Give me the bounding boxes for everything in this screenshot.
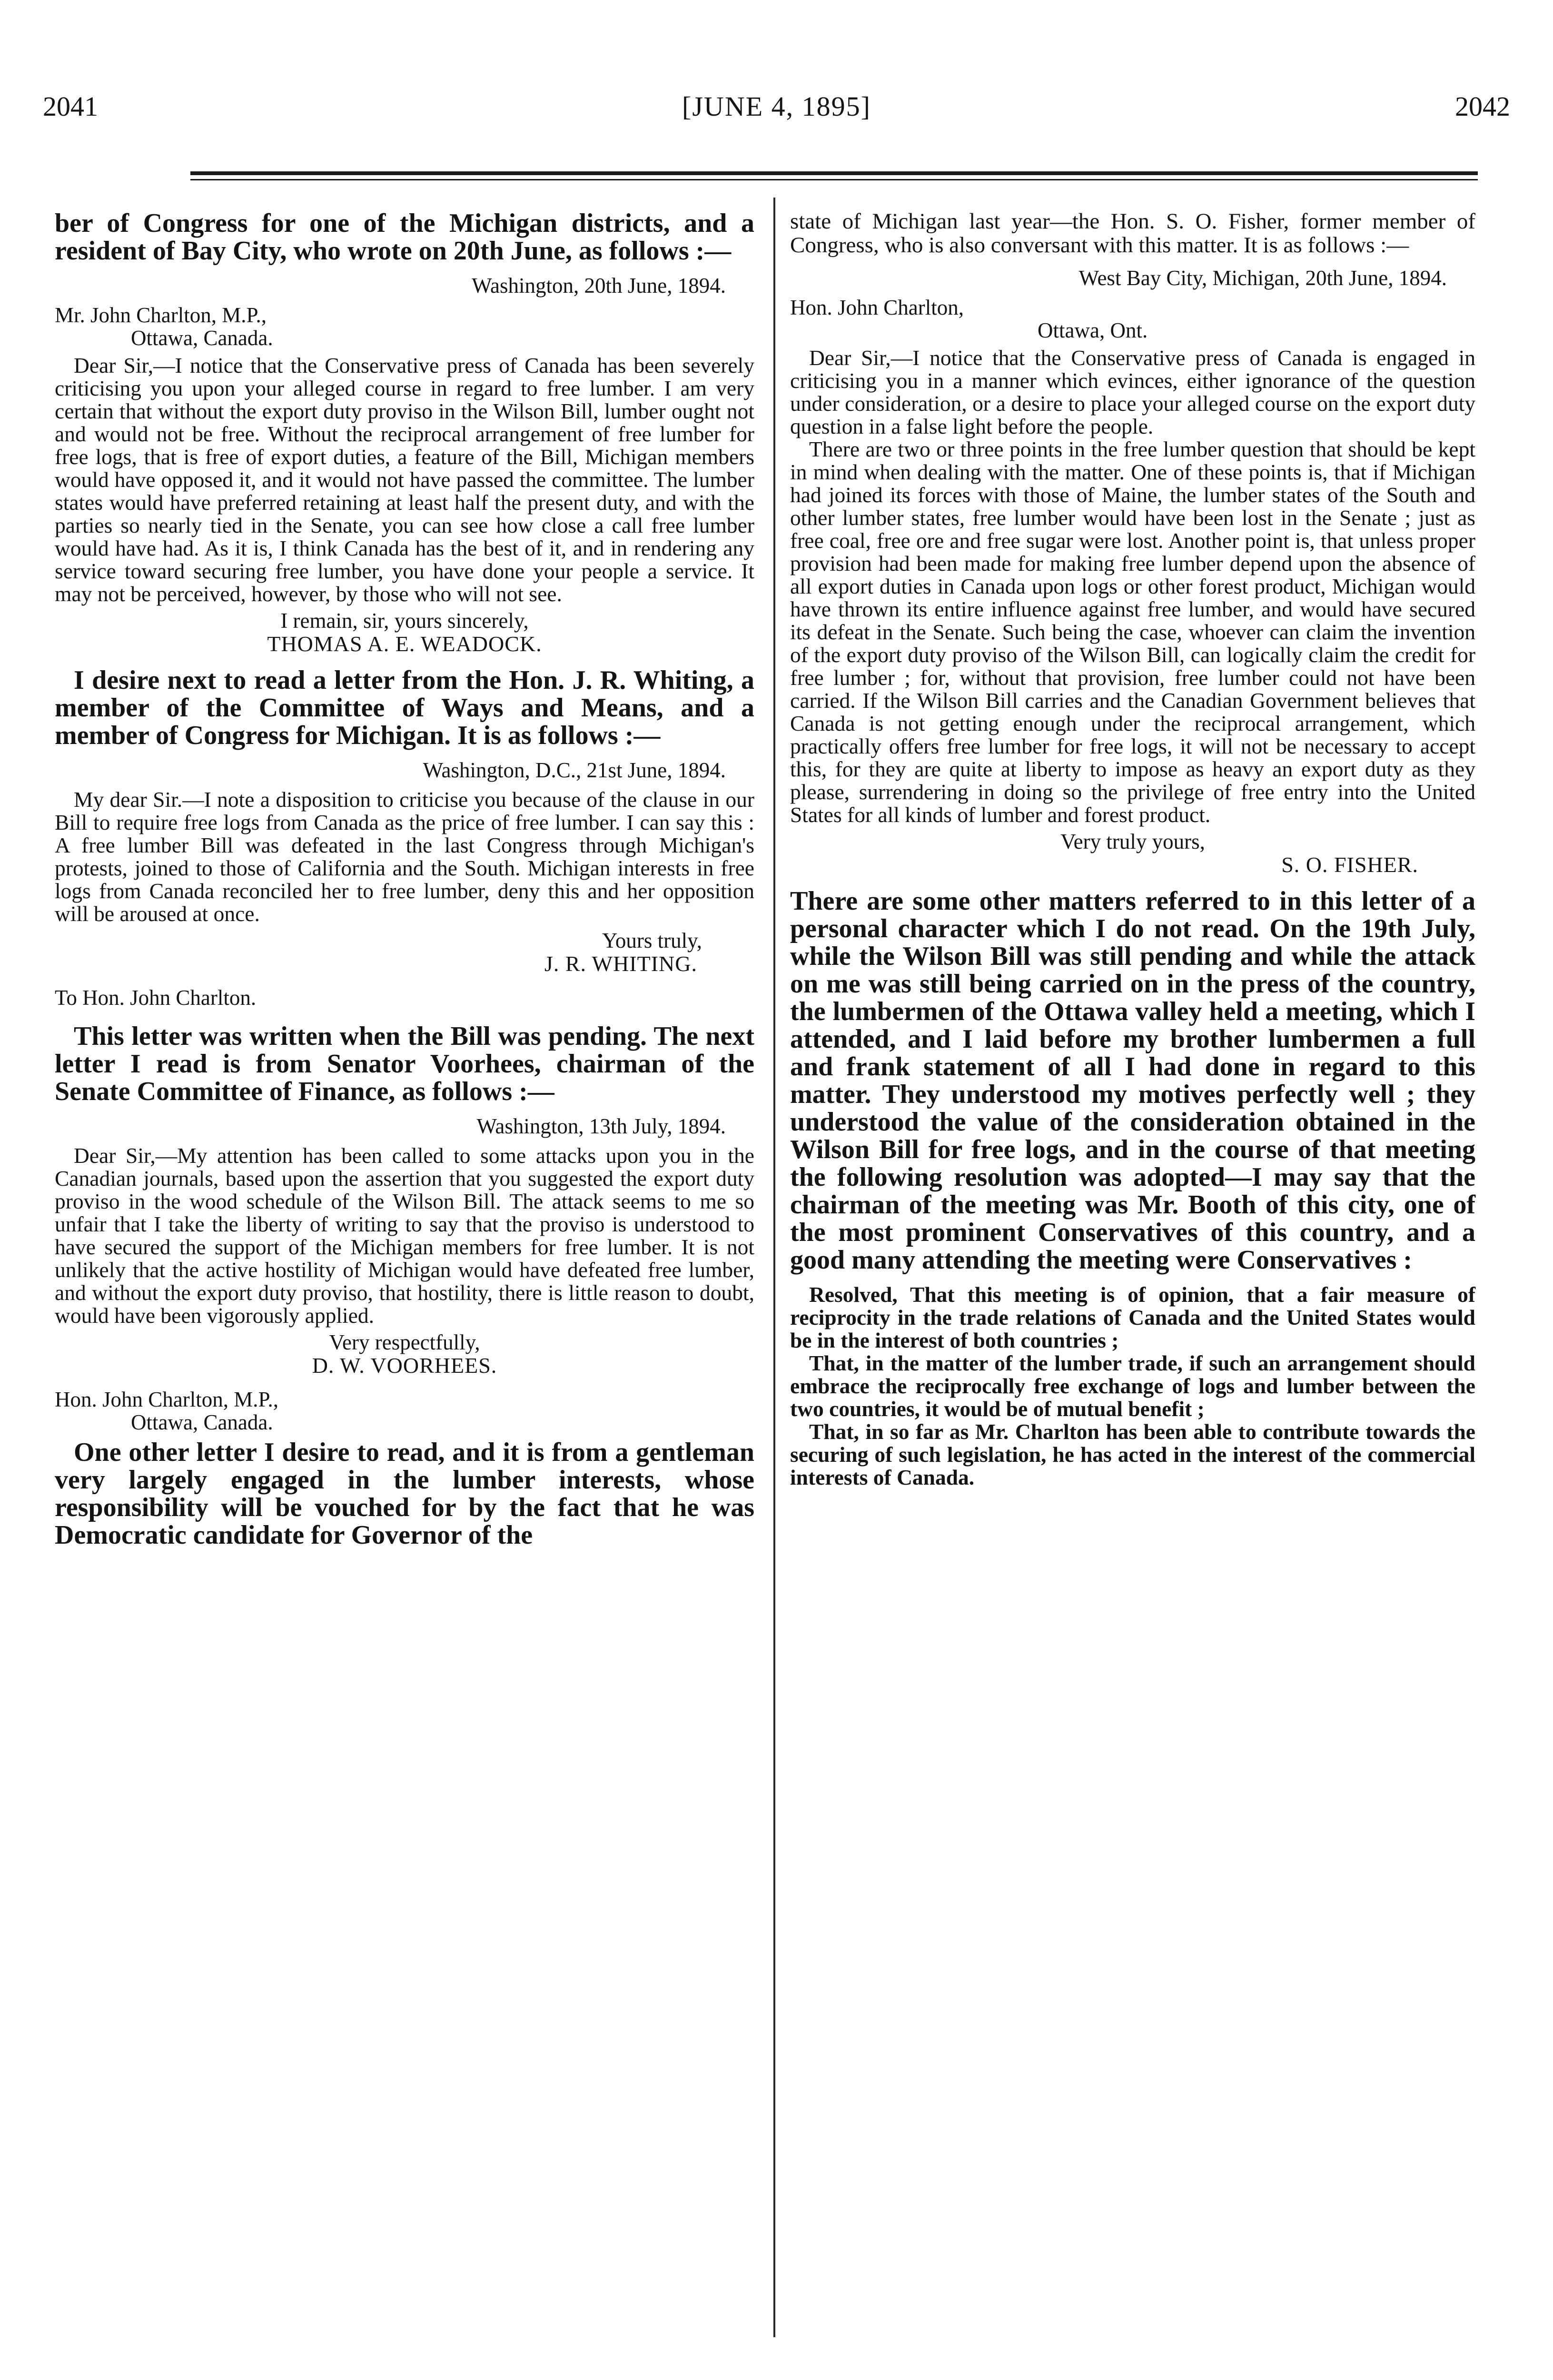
letter-signature: THOMAS A. E. WEADOCK. <box>267 632 542 656</box>
page-number-right: 2042 <box>1455 91 1510 122</box>
letter-body: Dear Sir,—I notice that the Conservative press of Canada is engaged in criticising you in a manner which evinces, either ignorance of the question under consideration, or a desire to place your alleged course on the export duty question in a false light before the people. <box>790 346 1475 438</box>
letter-signature: S. O. FISHER. <box>1281 853 1418 877</box>
letter-closing: Very respectfully, <box>329 1330 480 1354</box>
left-column <box>55 209 754 1558</box>
header-rule-thick <box>190 171 1478 175</box>
letter-addressee: Hon. John Charlton, <box>790 296 964 319</box>
resolution-paragraph: That, in so far as Mr. Charlton has been able to contribute towards the securing of such legislation, he has acted in the interest of the commercial interests of Canada. <box>790 1419 1475 1489</box>
letter-body: My dear Sir.—I note a disposition to criticise you because of the clause in our Bill to require free logs from Canada as the price of free lumber. I can say this : A free lumber Bill was defeated in the last Congress through Michigan's protests, joined to those of California and the South. Michigan interests in free logs from Canada reconciled her to free lumber, deny this and her opposition will be aroused at once. <box>55 787 754 926</box>
speech-paragraph: state of Michigan last year—the Hon. S. O. Fisher, former member of Congress, who is also conversant with this matter. It is as follows :— <box>790 209 1475 258</box>
letter-closing: Very truly yours, <box>1060 830 1205 853</box>
letter-closing: Yours truly, <box>602 929 702 952</box>
letter-body: There are two or three points in the free lumber question that should be kept in mind when dealing with the matter. One of these points is, that if Michigan had joined its forces with those of Maine, the lumber states of the South and other lumber states, free lumber would have been lost in the Senate ; just as free coal, free ore and free sugar were lost. Another point is, that unless proper provision had been made for making free lumber depend upon the absence of all export duties in Canada upon logs or other forest product, Michigan would have thrown its entire influence against free lumber, and would have secured its defeat in the Senate. Such being the case, whoever can claim the invention of the export duty proviso of the Wilson Bill, can logically claim the credit for free lumber ; for, without that provision, free lumber could not have been carried. If the Wilson Bill carries and the Canadian Government believes that Canada is not getting enough under the reciprocal arrangement, which practically offers free lumber for free logs, it will not be necessary to accept this, for they are quite at liberty to impose as heavy an export duty as they please, surrendering in doing so the privilege of free entry into the United States for all kinds of lumber and forest product. <box>790 437 1475 827</box>
letter-body: Dear Sir,—I notice that the Conservative press of Canada has been severely criticising you upon your alleged course in regard to free lumber. I am very certain that without the export duty proviso in the Wilson Bill, lumber ought not and would not be free. Without the reciprocal arrangement of free lumber for free logs, that is free of export duties, a feature of the Bill, Michigan members would have opposed it, and it would not have passed the committee. The lumber states would have preferred retaining at least half the present duty, and with the parties so nearly tied in the Senate, you can see how close a call free lumber would have had. As it is, I think Canada has the best of it, and in rendering any service toward securing free lumber, you have done your people a service. It may not be perceived, however, by those who will not see. <box>55 353 754 606</box>
letter-addressee: Hon. John Charlton, M.P., <box>55 1388 279 1411</box>
column-divider <box>773 198 775 2337</box>
letter-addressee: Mr. John Charlton, M.P., <box>55 303 267 327</box>
speech-paragraph: One other letter I desire to read, and it is from a gentleman very largely engaged in the lumber interests, whose responsibility will be vouched for by the fact that he was Democratic candidate for Governor of the <box>55 1438 754 1550</box>
resolution-paragraph: That, in the matter of the lumber trade, if such an arrangement should embrace the reciprocally free exchange of logs and lumber between the two countries, it would be of mutual benefit ; <box>790 1351 1475 1421</box>
right-column <box>790 209 1475 1489</box>
speech-paragraph: There are some other matters referred to in this letter of a personal character which I do not read. On the 19th July, while the Wilson Bill was still pending and while the attack on me was still being carried on in the press of the country, the lumbermen of the Ottawa valley held a meeting, which I attended, and I laid before my brother lumbermen a full and frank statement of all I had done in regard to this matter. They understood my motives perfectly well ; they understood the value of the consideration obtained in the Wilson Bill for free logs, and in the course of that meeting the following resolution was adopted—I may say that the chairman of the meeting was Mr. Booth of this city, one of the most prominent Conservatives of this country, and a good many attending the meeting were Conservatives : <box>790 886 1475 1275</box>
letter-dateline: Washington, 20th June, 1894. <box>472 274 726 298</box>
letter-body: Dear Sir,—My attention has been called to some attacks upon you in the Canadian journals, based upon the assertion that you suggested the export duty proviso in the wood schedule of the Wilson Bill. The attack seems to me so unfair that I take the liberty of writing to say that the proviso is understood to have secured the support of the Michigan members for free lumber. It is not unlikely that the active hostility of Michigan would have defeated free lumber, and without the export duty proviso, that hostility, there is little reason to doubt, would have been vigorously applied. <box>55 1143 754 1328</box>
page-date: [JUNE 4, 1895] <box>682 91 871 122</box>
letter-recipient: To Hon. John Charlton. <box>55 986 257 1010</box>
letter-signature: J. R. WHITING. <box>544 952 697 976</box>
header-rule-thin <box>190 179 1478 180</box>
resolution-paragraph: Resolved, That this meeting is of opinion, that a fair measure of reciprocity in the trade relations of Canada and the United States would be in the interest of both countries ; <box>790 1282 1475 1352</box>
speech-paragraph: I desire next to read a letter from the Hon. J. R. Whiting, a member of the Committee of Ways and Means, and a member of Congress for Michigan. It is as follows :— <box>55 665 754 750</box>
letter-closing: I remain, sir, yours sincerely, <box>280 609 529 633</box>
letter-dateline: West Bay City, Michigan, 20th June, 1894. <box>1078 266 1447 290</box>
letter-addressee-location: Ottawa, Ont. <box>1038 318 1148 342</box>
page-number-left: 2041 <box>43 91 98 122</box>
page-header <box>43 90 1510 133</box>
speech-paragraph: This letter was written when the Bill was pending. The next letter I read is from Senator Voorhees, chairman of the Senate Committee of Finance, as follows :— <box>55 1021 754 1106</box>
letter-signature: D. W. VOORHEES. <box>312 1353 497 1378</box>
letter-dateline: Washington, 13th July, 1894. <box>476 1114 726 1138</box>
letter-dateline: Washington, D.C., 21st June, 1894. <box>423 758 726 782</box>
letter-addressee-location: Ottawa, Canada. <box>131 1410 273 1434</box>
speech-paragraph: ber of Congress for one of the Michigan districts, and a resident of Bay City, who wrote on 20th June, as follows :— <box>55 208 754 266</box>
letter-addressee-location: Ottawa, Canada. <box>131 326 273 350</box>
